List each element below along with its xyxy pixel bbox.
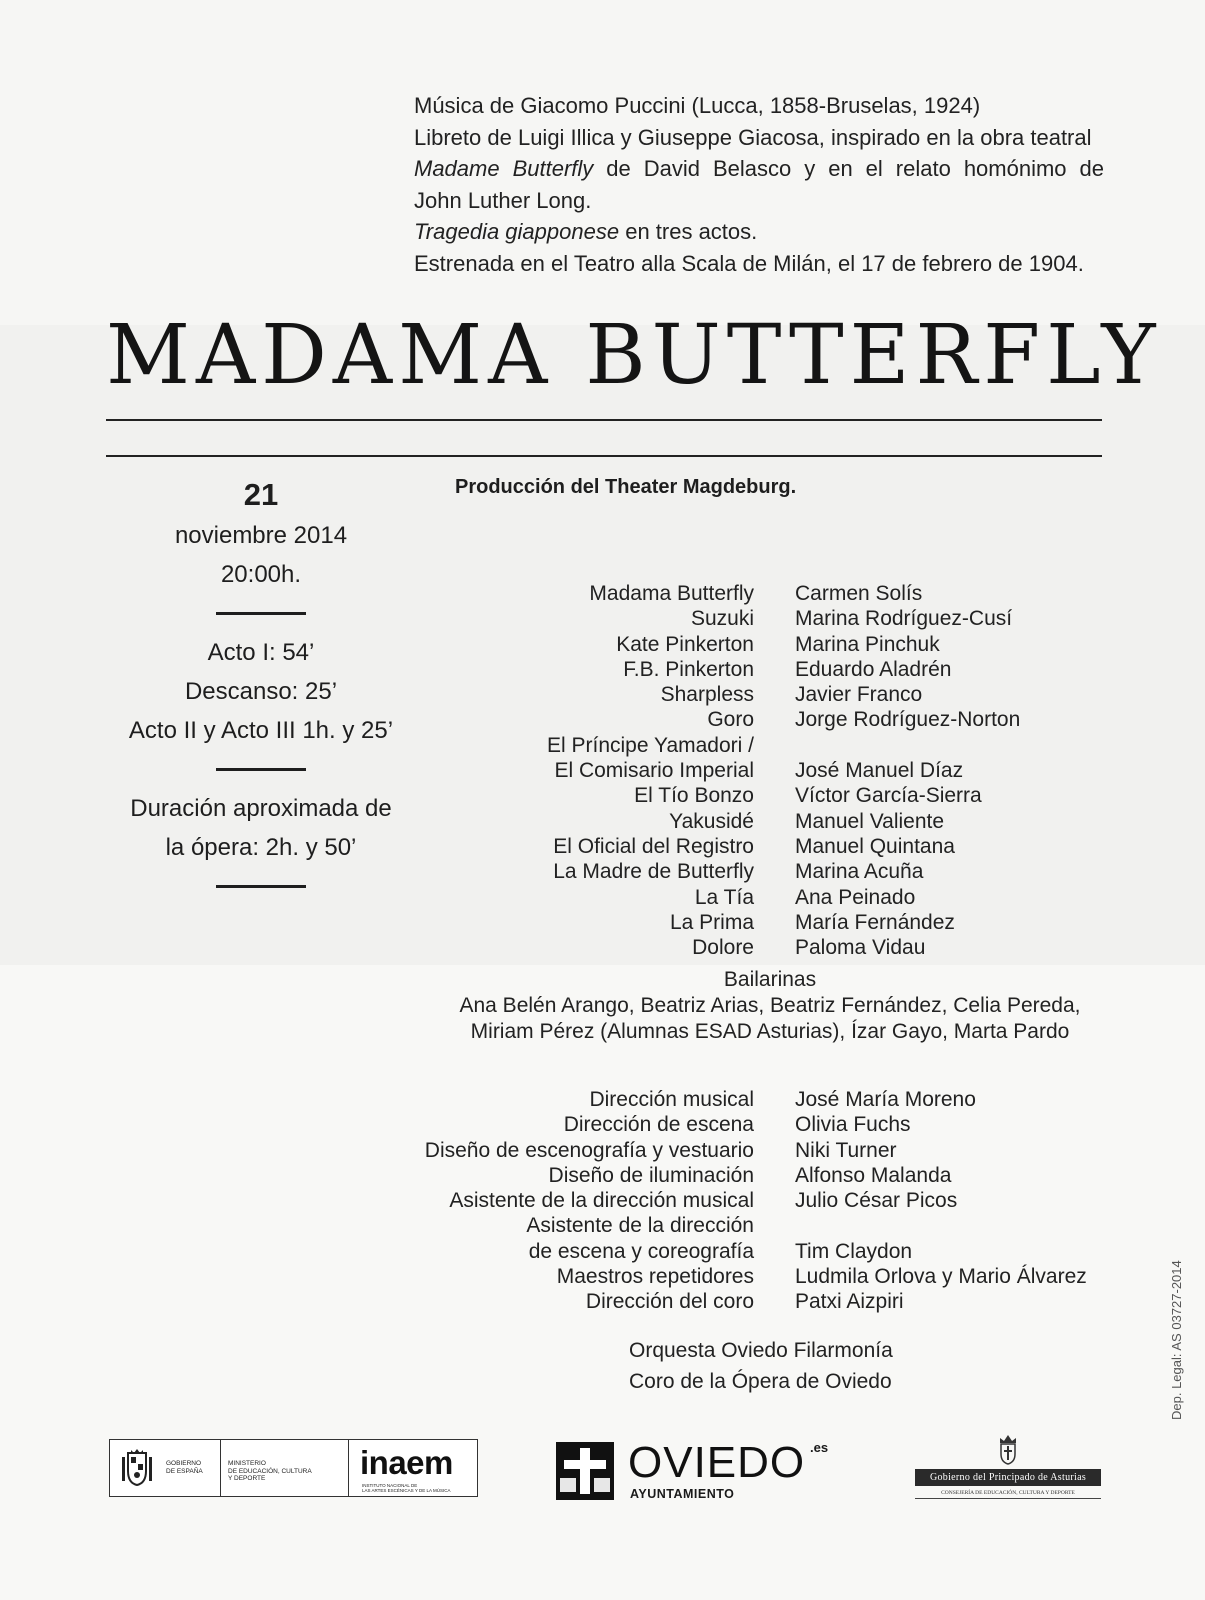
dancers-line: Ana Belén Arango, Beatriz Arias, Beatriz Fernández, Celia Pereda,: [459, 994, 1081, 1017]
cast-row: [0, 783, 1205, 808]
cast-row: [0, 910, 1205, 935]
cast-role: Madama Butterfly: [589, 582, 754, 605]
cast-row: [0, 581, 1205, 606]
cast-row: [0, 758, 1205, 783]
cast-role: Kate Pinkerton: [616, 632, 754, 656]
cast-name: María Fernández: [795, 910, 955, 934]
oviedo-subtitle: AYUNTAMIENTO: [630, 1487, 735, 1501]
cast-role: El Príncipe Yamadori /: [547, 733, 754, 757]
cast-role: Dolore: [692, 936, 754, 960]
cast-role: El Tío Bonzo: [634, 784, 754, 808]
staff-row: [0, 1239, 1205, 1264]
cast-role: El Oficial del Registro: [553, 834, 754, 858]
gobierno-espana-logo: [110, 1440, 221, 1496]
cast-row: [0, 707, 1205, 732]
cast-role: El Comisario Imperial: [554, 759, 754, 783]
production-credit: Producción del Theater Magdeburg.: [455, 476, 797, 498]
legal-deposit: Dep. Legal: AS 03727-2014: [1169, 1260, 1184, 1420]
dancers-heading: Bailarinas: [723, 968, 817, 991]
staff-row: [0, 1087, 1205, 1112]
credits-music: Música de Giacomo Puccini (Lucca, 1858-Bruselas, 1924): [414, 93, 981, 118]
oviedo-domain: .es: [810, 1440, 829, 1455]
cast-row: [0, 809, 1205, 834]
credits-premiere: Estrenada en el Teatro alla Scala de Milán, el 17 de febrero de 1904.: [414, 250, 1084, 276]
inaem-logo: [348, 1440, 477, 1496]
ministerio-line: Y DEPORTE: [228, 1475, 266, 1482]
cast-role: Sharpless: [660, 683, 754, 707]
asturias-wordmark: Gobierno del Principado de Asturias: [915, 1469, 1101, 1486]
break-duration: Descanso: 25’: [184, 678, 338, 705]
staff-role: Dirección de escena: [563, 1113, 754, 1137]
staff-row: [0, 1264, 1205, 1289]
cast-name: José Manuel Díaz: [795, 759, 964, 783]
spain-coat-of-arms-icon: [120, 1447, 154, 1487]
staff-row: [0, 1163, 1205, 1188]
cast-row: [0, 834, 1205, 859]
act1-duration: Acto I: 54’: [207, 639, 315, 666]
staff-name: Alfonso Malanda: [795, 1163, 952, 1187]
cast-role: La Madre de Butterfly: [553, 860, 754, 884]
staff-role: Diseño de escenografía y vestuario: [424, 1138, 754, 1162]
orchestra-name: Orquesta Oviedo Filarmonía: [629, 1339, 893, 1362]
ministerio-label: [228, 1460, 312, 1483]
cast-row: [0, 935, 1205, 960]
staff-name: Olivia Fuchs: [795, 1113, 911, 1137]
cast-name: Jorge Rodríguez-Norton: [795, 708, 1021, 732]
cast-row: [0, 606, 1205, 631]
page-title: MADAMA BUTTERFLY: [106, 308, 1162, 403]
staff-role: Asistente de la dirección: [526, 1214, 754, 1238]
cast-name: Manuel Quintana: [795, 834, 955, 858]
cast-role: Yakusidé: [669, 809, 754, 833]
oviedo-wordmark: OVIEDO: [628, 1438, 806, 1487]
choir-name: Coro de la Ópera de Oviedo: [629, 1370, 892, 1393]
event-day: 21: [243, 477, 279, 512]
asturias-subtitle: CONSEJERÍA DE EDUCACIÓN, CULTURA Y DEPORTE: [915, 1490, 1101, 1499]
credits-source-rest: de David Belasco y en el relato homónimo de: [593, 156, 1104, 181]
cast-role: Suzuki: [690, 607, 754, 631]
cast-role: La Prima: [669, 910, 754, 934]
staff-row: [0, 1213, 1205, 1238]
cast-name: Manuel Valiente: [795, 809, 945, 833]
asturias-logo: [915, 1432, 1101, 1512]
staff-role: Dirección del coro: [585, 1290, 754, 1314]
credits-genre-title: Tragedia giapponese: [414, 219, 620, 244]
cast-row: [0, 657, 1205, 682]
inaem-subtitle: [362, 1483, 451, 1493]
staff-name: Niki Turner: [795, 1138, 897, 1162]
government-logos: [109, 1439, 478, 1497]
gobierno-line: DE ESPAÑA: [166, 1467, 203, 1475]
cast-list: [0, 581, 1205, 960]
cast-name: Marina Pinchuk: [795, 632, 940, 656]
event-month-year: noviembre 2014: [174, 522, 348, 549]
staff-name: Ludmila Orlova y Mario Álvarez: [795, 1265, 1087, 1289]
title-divider-top: [106, 419, 1102, 421]
staff-name: Tim Claydon: [795, 1239, 913, 1263]
ministerio-line: MINISTERIO: [228, 1460, 266, 1467]
credits-source-author: John Luther Long.: [414, 187, 592, 213]
cast-name: Eduardo Aladrén: [795, 657, 952, 681]
credits-libretto: Libreto de Luigi Illica y Giuseppe Giacosa, inspirado en la obra teatral: [414, 124, 1092, 150]
staff-role: Asistente de la dirección musical: [449, 1189, 754, 1213]
total-duration-line2: la ópera: 2h. y 50’: [165, 834, 357, 861]
asturias-crest-icon: [996, 1432, 1020, 1466]
staff-role: Maestros repetidores: [556, 1265, 754, 1289]
cast-name: Marina Rodríguez-Cusí: [795, 607, 1013, 631]
inaem-wordmark: inaem: [360, 1444, 453, 1481]
staff-role: Dirección musical: [589, 1088, 754, 1111]
cast-row: [0, 682, 1205, 707]
cast-name: Víctor García-Sierra: [795, 784, 982, 808]
dancers-section: [440, 967, 1100, 1045]
act2-3-duration: Acto II y Acto III 1h. y 25’: [128, 717, 394, 744]
gobierno-line: GOBIERNO: [166, 1460, 202, 1467]
cast-row: [0, 859, 1205, 884]
credits-genre-rest: en tres actos.: [619, 219, 758, 244]
cast-name: Javier Franco: [795, 683, 923, 707]
cast-row: [0, 733, 1205, 758]
cast-row: [0, 885, 1205, 910]
staff-role: de escena y coreografía: [528, 1239, 754, 1263]
credits-genre: [414, 216, 1104, 248]
title-divider-bottom: [106, 455, 1102, 457]
credits-source: [414, 153, 1104, 185]
cast-name: Carmen Solís: [795, 582, 923, 605]
staff-role: Diseño de iluminación: [548, 1163, 754, 1187]
dancers-line: Miriam Pérez (Alumnas ESAD Asturias), Ízar Gayo, Marta Pardo: [470, 1020, 1070, 1043]
staff-name: Julio César Picos: [795, 1189, 958, 1213]
oviedo-cross-icon: [556, 1442, 614, 1500]
cast-name: Paloma Vidau: [795, 936, 926, 960]
staff-row: [0, 1188, 1205, 1213]
staff-name: Patxi Aizpiri: [795, 1290, 904, 1314]
ensembles: [629, 1335, 893, 1397]
staff-row: [0, 1289, 1205, 1314]
cast-row: [0, 632, 1205, 657]
inaem-subtitle-line: LAS ARTES ESCÉNICAS Y DE LA MÚSICA: [362, 1488, 451, 1493]
gobierno-label: [166, 1460, 203, 1475]
staff-row: [0, 1138, 1205, 1163]
staff-name: José María Moreno: [795, 1088, 976, 1111]
inaem-subtitle-line: INSTITUTO NACIONAL DE: [362, 1483, 418, 1488]
staff-row: [0, 1112, 1205, 1137]
ministerio-line: DE EDUCACIÓN, CULTURA: [228, 1467, 312, 1475]
cast-role: F.B. Pinkerton: [623, 657, 754, 681]
credits-source-title: Madame Butterfly: [414, 156, 594, 181]
staff-list: [0, 1087, 1205, 1315]
ministerio-logo: [220, 1440, 349, 1496]
oviedo-logo: [556, 1440, 836, 1504]
cast-name: Marina Acuña: [795, 860, 924, 884]
cast-role: La Tía: [694, 885, 754, 909]
event-time: 20:00h.: [220, 561, 302, 588]
cast-name: Ana Peinado: [795, 885, 916, 909]
total-duration-line1: Duración aproximada de: [130, 795, 392, 822]
cast-role: Goro: [707, 708, 754, 732]
asturias-cross-icon: [556, 1442, 614, 1500]
opera-credits: [414, 90, 1104, 279]
